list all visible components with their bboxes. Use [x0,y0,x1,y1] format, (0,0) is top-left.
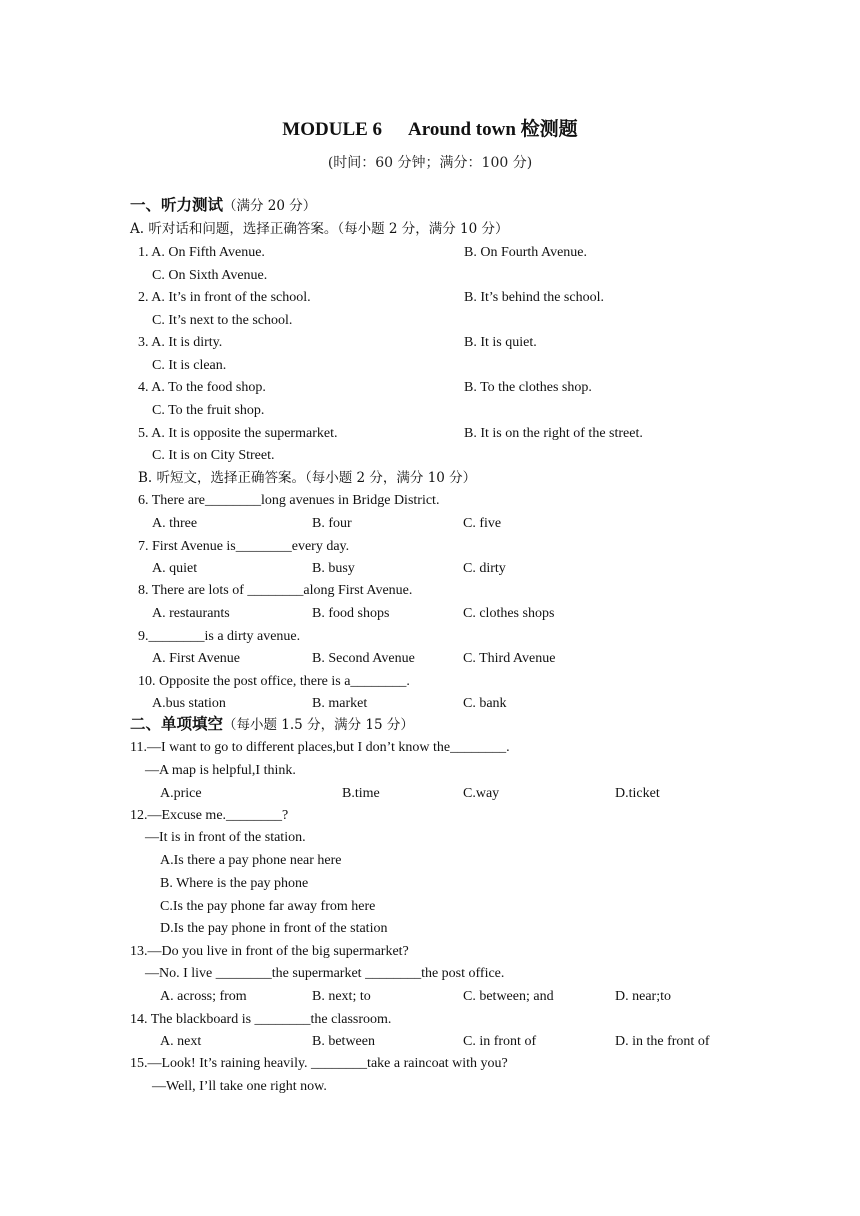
q5-option-b: B. It is on the right of the street. [464,426,643,441]
q10-option-b: B. market [312,696,368,711]
q7-option-c: C. dirty [463,561,506,576]
section1-title: 一、听力测试 [130,196,224,214]
question-4 [138,379,738,397]
q12-option-a: A.Is there a pay phone near here [160,853,342,868]
q6-option-c: C. five [463,516,502,531]
topic-label: Around town 检测题 [408,119,578,140]
question-8: 8. There are lots of ________along First Avenue. [138,583,413,598]
q3-option-b: B. It is quiet. [464,335,537,350]
q6-option-a: A. three [152,516,198,531]
question-7: 7. First Avenue is________every day. [138,539,350,554]
exam-meta: (时间：60 分钟；满分：100 分) [327,155,533,171]
q2-option-a: 2. A. It’s in front of the school. [138,290,311,305]
question-9: 9.________is a dirty avenue. [138,629,301,644]
q13-reply: —No. I live ________the supermarket ________the post office. [145,966,505,981]
q8-options [152,605,712,623]
q2-option-b: B. It’s behind the school. [464,290,604,305]
q5-option-a: 5. A. It is opposite the supermarket. [138,426,338,441]
q14-option-c: C. in front of [463,1034,537,1049]
question-2 [138,289,738,307]
q11-options [160,785,720,803]
section2-heading [130,715,414,735]
q12-option-b: B. Where is the pay phone [160,876,309,891]
question-13: 13.—Do you live in front of the big supermarket? [130,944,409,959]
q4-option-a: 4. A. To the food shop. [138,380,266,395]
q11-option-b: B.time [342,786,380,801]
q14-option-a: A. next [160,1034,202,1049]
q11-reply: —A map is helpful,I think. [145,763,296,778]
q13-option-c: C. between; and [463,989,554,1004]
section1-heading [130,196,316,216]
q6-options [152,515,712,533]
q14-option-d: D. in the front of [615,1034,710,1049]
question-1 [138,244,738,262]
q10-options [152,695,712,713]
part-b-instruction: B. 听短文，选择正确答案。（每小题 2 分，满分 10 分） [138,470,477,486]
question-12: 12.—Excuse me.________? [130,808,289,823]
q9-option-a: A. First Avenue [152,651,241,666]
q12-option-c: C.Is the pay phone far away from here [160,899,376,914]
q9-option-b: B. Second Avenue [312,651,415,666]
q15-reply: —Well, I’ll take one right now. [152,1079,327,1094]
q2-option-c: C. It’s next to the school. [152,313,293,328]
question-5 [138,425,738,443]
section1-note: （满分 20 分） [223,198,317,214]
q7-options [152,560,712,578]
q13-option-a: A. across; from [160,989,247,1004]
q3-option-a: 3. A. It is dirty. [138,335,223,350]
q10-option-a: A.bus station [152,696,226,711]
q8-option-a: A. restaurants [152,606,230,621]
q12-option-d: D.Is the pay phone in front of the station [160,921,388,936]
q10-option-c: C. bank [463,696,507,711]
q11-option-a: A.price [160,786,202,801]
q7-option-a: A. quiet [152,561,198,576]
q9-options [152,650,712,668]
q6-option-b: B. four [312,516,352,531]
section2-title: 二、单项填空 [130,715,224,733]
q14-option-b: B. between [312,1034,375,1049]
q4-option-c: C. To the fruit shop. [152,403,265,418]
q13-option-d: D. near;to [615,989,671,1004]
q9-option-c: C. Third Avenue [463,651,556,666]
q13-options [160,988,730,1006]
question-11: 11.—I want to go to different places,but I don’t know the________. [130,740,510,755]
q5-option-c: C. It is on City Street. [152,448,275,463]
q3-option-c: C. It is clean. [152,358,227,373]
question-6: 6. There are________long avenues in Bridge District. [138,493,440,508]
q7-option-b: B. busy [312,561,355,576]
q1-option-b: B. On Fourth Avenue. [464,245,588,260]
q1-option-c: C. On Sixth Avenue. [152,268,268,283]
q11-option-d: D.ticket [615,786,660,801]
question-3 [138,334,738,352]
q8-option-b: B. food shops [312,606,390,621]
question-10: 10. Opposite the post office, there is a________. [138,674,410,689]
section2-note: （每小题 1.5 分，满分 15 分） [223,717,414,733]
q12-reply: —It is in front of the station. [145,830,306,845]
question-14: 14. The blackboard is ________the classroom. [130,1012,392,1027]
q13-option-b: B. next; to [312,989,371,1004]
question-15: 15.—Look! It’s raining heavily. ________take a raincoat with you? [130,1056,508,1071]
q11-option-c: C.way [463,786,500,801]
page-title [0,114,860,141]
q1-option-a: 1. A. On Fifth Avenue. [138,245,265,260]
module-label: MODULE 6 [282,119,383,140]
part-a-instruction: A. 听对话和问题，选择正确答案。（每小题 2 分，满分 10 分） [130,221,509,237]
q8-option-c: C. clothes shops [463,606,555,621]
q4-option-b: B. To the clothes shop. [464,380,592,395]
q14-options [160,1033,730,1051]
